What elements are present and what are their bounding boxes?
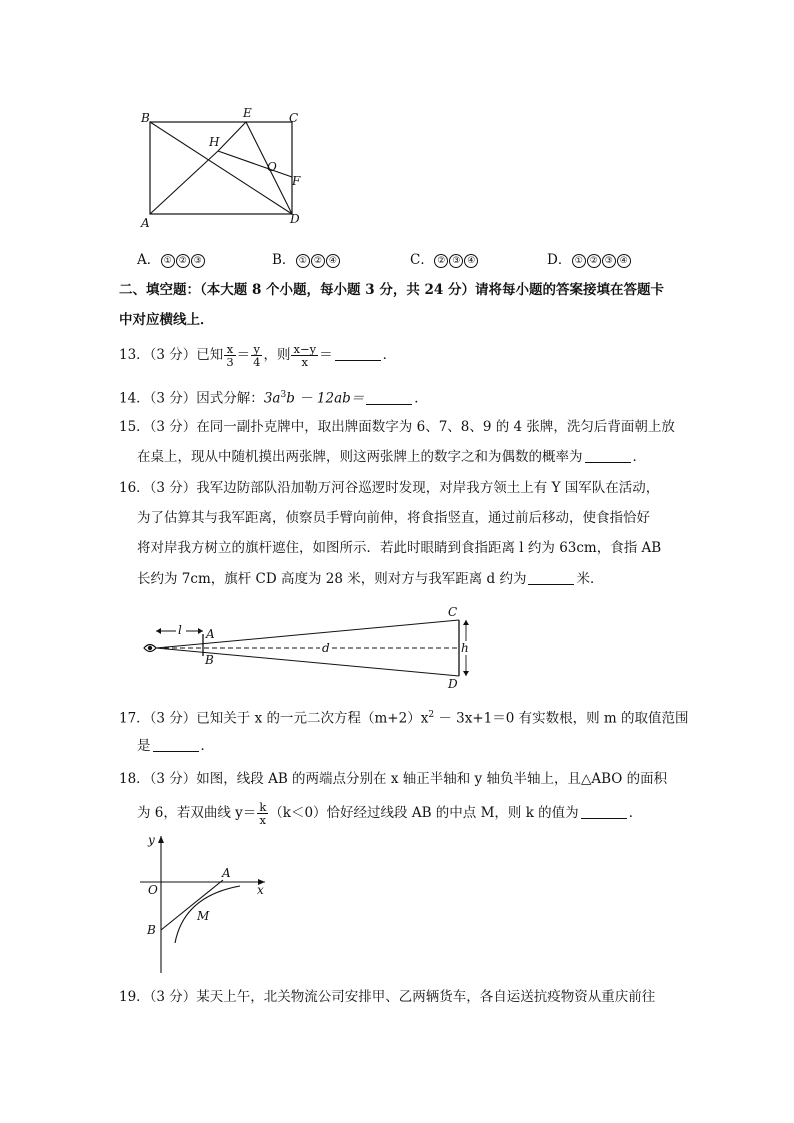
answer-blank-16[interactable] — [528, 571, 574, 585]
q18-text-b: （k＜0）恰好经过线段 AB 的中点 M，则 k 的值为 — [269, 805, 579, 821]
q14-expr-b: b － 12ab＝ — [286, 390, 365, 407]
choice-a[interactable] — [137, 248, 205, 268]
circle-num: ④ — [464, 254, 478, 268]
q15-line2-text: 在桌上，现从中随机摸出两张牌，则这两张牌上的数字之和为偶数的概率为 — [137, 449, 583, 465]
label-b2: B — [205, 653, 214, 667]
q13-end: ． — [382, 347, 397, 363]
circle-num: ② — [176, 254, 190, 268]
sight-line-bottom — [156, 648, 459, 676]
label-h: h — [461, 641, 469, 655]
question-13 — [119, 343, 396, 368]
circle-num: ④ — [326, 254, 340, 268]
label-o: O — [267, 160, 277, 174]
choice-d[interactable] — [547, 248, 631, 268]
circle-num: ④ — [617, 254, 631, 268]
question-17-line1 — [119, 705, 689, 729]
question-16-line2: 为了估算其与我军距离，侦察员手臂向前伸，将食指竖直，通过前后移动，使食指恰好 — [137, 510, 650, 526]
label-b3: B — [147, 923, 156, 937]
question-19-line1: 19．（3 分）某天上午，北关物流公司安排甲、乙两辆货车，各自运送抗疫物资从重庆前往 — [119, 989, 656, 1005]
eye-icon — [144, 645, 156, 652]
circle-num: ② — [434, 254, 448, 268]
choice-b-letter: B． — [272, 252, 296, 268]
circle-num: ③ — [449, 254, 463, 268]
fraction-x-3 — [224, 343, 235, 368]
figure-hyperbola — [140, 828, 280, 978]
section-heading-line1: 二、填空题：（本大题 8 个小题，每小题 3 分，共 24 分）请将每小题的答案接填在答题卡 — [119, 282, 665, 298]
answer-blank-13[interactable] — [335, 347, 381, 361]
question-15-line2 — [137, 447, 646, 467]
question-18-line2 — [137, 801, 642, 826]
label-x: x — [257, 883, 264, 897]
question-16-line4 — [137, 569, 603, 589]
q17-line2-text: 是 — [137, 738, 151, 754]
question-14 — [119, 385, 428, 409]
label-a2: A — [206, 627, 215, 641]
label-a: A — [141, 216, 150, 230]
label-m: M — [197, 909, 210, 923]
label-l: l — [178, 623, 182, 637]
label-h: H — [209, 135, 220, 149]
question-16-line3: 将对岸我方树立的旗杆遮住，如图所示．若此时眼睛到食指距离 l 约为 63cm，食指 AB — [137, 540, 662, 556]
label-o3: O — [148, 883, 158, 897]
choice-b[interactable] — [272, 248, 340, 268]
answer-blank-17[interactable] — [153, 738, 199, 752]
q16-line4-text: 长约为 7cm，旗杆 CD 高度为 28 米，则对方与我军距离 d 约为 — [137, 571, 527, 587]
answer-blank-14[interactable] — [366, 391, 412, 405]
frac-den: 4 — [253, 355, 261, 369]
q15-end: ． — [632, 449, 646, 465]
label-f: F — [292, 174, 301, 188]
question-15-line1: 15．（3 分）在同一副扑克牌中，取出牌面数字为 6、7、8、9 的 4 张牌，洗匀后背面朝上放 — [119, 419, 675, 435]
q17-text-b: － 3x+1＝0 有实数根，则 m 的取值范围 — [434, 710, 689, 727]
question-17-line2 — [137, 736, 214, 756]
choice-c-letter: C． — [410, 252, 434, 268]
q13-mid: ，则 — [263, 347, 291, 363]
q14-sup: 3 — [280, 390, 287, 400]
choice-d-letter: D． — [547, 252, 572, 268]
q14-expr-a: 3a — [263, 390, 281, 407]
fraction-xy-x — [291, 343, 318, 368]
label-c: C — [289, 111, 299, 125]
answer-blank-18[interactable] — [581, 805, 627, 819]
answer-blank-15[interactable] — [585, 449, 631, 463]
q17-end: ． — [200, 738, 214, 754]
frac-num: y — [251, 343, 262, 356]
q14-prefix: 14．（3 分）因式分解： — [119, 390, 264, 407]
circle-num: ③ — [191, 254, 205, 268]
frac-den: x — [259, 813, 267, 827]
q17-text-a: 17．（3 分）已知关于 x 的一元二次方程（m+2）x — [119, 710, 429, 727]
label-a3: A — [222, 866, 231, 880]
label-y: y — [148, 833, 155, 847]
circle-num: ① — [572, 254, 586, 268]
frac-num: k — [259, 800, 267, 814]
q18-end: ． — [628, 805, 643, 821]
sight-line-top — [156, 620, 459, 648]
label-d-distance: d — [322, 641, 330, 655]
figure-flagpole — [138, 600, 478, 692]
q16-end: 米． — [576, 571, 604, 587]
q17-sup: 2 — [428, 710, 435, 720]
segment-ab — [161, 880, 223, 930]
q13-prefix: 13．（3 分）已知 — [119, 347, 224, 363]
label-d2: D — [448, 677, 458, 691]
circle-num: ③ — [602, 254, 616, 268]
q18-text-a: 为 6，若双曲线 y＝ — [137, 805, 257, 821]
fraction-k-x — [257, 801, 268, 826]
label-b: B — [141, 111, 150, 125]
question-18-line1: 18．（3 分）如图，线段 AB 的两端点分别在 x 轴正半轴和 y 轴负半轴上，且△ABO 的面积 — [119, 771, 668, 787]
fraction-y-4 — [251, 343, 262, 368]
frac-num: x−y — [293, 342, 317, 356]
choice-c[interactable] — [410, 248, 479, 268]
choice-a-letter: A． — [137, 252, 161, 268]
circle-num: ② — [587, 254, 601, 268]
equals: ＝ — [236, 347, 251, 363]
label-e: E — [243, 106, 252, 120]
frac-num: x — [224, 343, 235, 356]
segment-ha — [218, 122, 246, 151]
label-c2: C — [448, 605, 458, 619]
circle-num: ② — [311, 254, 325, 268]
equals: ＝ — [319, 347, 333, 363]
segment-ah — [150, 151, 218, 214]
section-heading-line2: 中对应横线上． — [119, 312, 214, 328]
circle-num: ① — [296, 254, 310, 268]
figure-rectangle — [130, 100, 320, 235]
q14-end: ． — [414, 390, 428, 407]
frac-den: 3 — [226, 355, 234, 369]
circle-num: ① — [161, 254, 175, 268]
label-d: D — [290, 212, 300, 226]
frac-den: x — [301, 355, 309, 369]
question-16-line1: 16．（3 分）我军边防部队沿加勒万河谷巡逻时发现，对岸我方领土上有 Y 国军队在活动， — [119, 480, 660, 496]
